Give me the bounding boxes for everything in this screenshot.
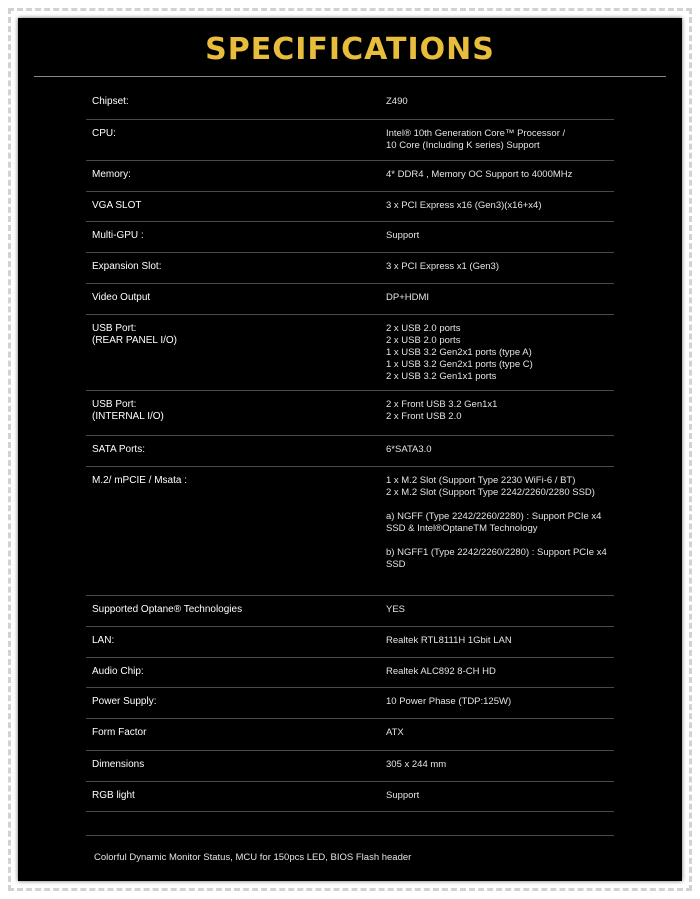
spec-value: ATX bbox=[386, 727, 404, 738]
spec-value-note-a: a) NGFF (Type 2242/2260/2280) : Support PCIe x4 SSD & Intel®OptaneTM Technology bbox=[386, 511, 602, 534]
spec-label: Video Output bbox=[92, 292, 151, 303]
spec-row-vga-slot bbox=[86, 192, 614, 222]
spec-label: Form Factor bbox=[92, 727, 147, 738]
spec-value: Support bbox=[386, 230, 420, 241]
spec-row-optane bbox=[86, 596, 614, 627]
spec-label: Power Supply: bbox=[92, 696, 157, 707]
spec-value: YES bbox=[386, 604, 406, 615]
spec-label: CPU: bbox=[92, 128, 116, 139]
spec-row-multi-gpu bbox=[86, 222, 614, 253]
spec-row-expansion-slot bbox=[86, 253, 614, 284]
spec-value: Realtek ALC892 8-CH HD bbox=[386, 666, 496, 677]
spec-value: DP+HDMI bbox=[386, 292, 430, 303]
spec-label: Dimensions bbox=[92, 759, 145, 770]
footer-divider bbox=[86, 835, 614, 836]
spec-value: 3 x PCI Express x16 (Gen3)(x16+x4) bbox=[386, 200, 542, 211]
spec-label: USB Port: (REAR PANEL I/O) bbox=[92, 323, 178, 346]
spec-label: Memory: bbox=[92, 169, 131, 180]
spec-label: USB Port: (INTERNAL I/O) bbox=[92, 399, 164, 422]
spec-label: Chipset: bbox=[92, 96, 129, 107]
spec-label: Audio Chip: bbox=[92, 666, 144, 677]
spec-row-sata-ports bbox=[86, 436, 614, 467]
spec-value: Intel® 10th Generation Core™ Processor / 10 Core (Including K series) Support bbox=[386, 128, 566, 151]
spec-value-note-b: b) NGFF1 (Type 2242/2260/2280) : Support PCIe x4 SSD bbox=[386, 547, 607, 570]
spec-value: 2 x Front USB 3.2 Gen1x1 2 x Front USB 2.0 bbox=[386, 399, 498, 422]
spec-row-form-factor bbox=[86, 719, 614, 751]
spec-label: Expansion Slot: bbox=[92, 261, 162, 272]
spec-value: 10 Power Phase (TDP:125W) bbox=[386, 696, 512, 707]
specifications-panel bbox=[18, 18, 682, 881]
spec-row-power-supply bbox=[86, 688, 614, 719]
spec-value: 6*SATA3.0 bbox=[386, 444, 432, 455]
spec-row-chipset bbox=[86, 88, 614, 120]
spec-row-lan bbox=[86, 627, 614, 658]
spec-value: Z490 bbox=[386, 96, 408, 107]
spec-value: 1 x M.2 Slot (Support Type 2230 WiFi-6 / BT) 2 x M.2 Slot (Support Type 2242/2260/2280 SSD) bbox=[386, 475, 595, 498]
spec-row-usb-internal bbox=[86, 391, 614, 436]
spec-value: 305 x 244 mm bbox=[386, 759, 447, 770]
title-divider bbox=[34, 76, 666, 77]
spec-table bbox=[86, 88, 614, 812]
spec-value: 3 x PCI Express x1 (Gen3) bbox=[386, 261, 499, 272]
spec-label: SATA Ports: bbox=[92, 444, 145, 455]
spec-row-audio-chip bbox=[86, 658, 614, 688]
spec-value: Realtek RTL8111H 1Gbit LAN bbox=[386, 635, 512, 646]
spec-label: VGA SLOT bbox=[92, 200, 142, 211]
spec-label: M.2/ mPCIE / Msata : bbox=[92, 475, 188, 486]
spec-row-rgb-light bbox=[86, 782, 614, 812]
spec-label: Supported Optane® Technologies bbox=[92, 604, 243, 615]
spec-label: RGB light bbox=[92, 790, 135, 801]
spec-row-video-output bbox=[86, 284, 614, 315]
spec-row-cpu bbox=[86, 120, 614, 161]
page-title: SPECIFICATIONS bbox=[205, 32, 495, 67]
spec-row-usb-rear bbox=[86, 315, 614, 391]
spec-label: LAN: bbox=[92, 635, 115, 646]
spec-row-m2 bbox=[86, 467, 614, 596]
spec-value: Support bbox=[386, 790, 420, 801]
footer-note: Colorful Dynamic Monitor Status, MCU for 150pcs LED, BIOS Flash header bbox=[94, 852, 412, 863]
spec-row-memory bbox=[86, 161, 614, 192]
spec-value: 2 x USB 2.0 ports 2 x USB 2.0 ports 1 x USB 3.2 Gen2x1 ports (type A) 1 x USB 3.2 Gen2x1 ports (type C) 2 x USB 3.2 Gen1x1 ports bbox=[386, 323, 533, 382]
spec-value: 4* DDR4 , Memory OC Support to 4000MHz bbox=[386, 169, 573, 180]
spec-label: Multi-GPU : bbox=[92, 230, 144, 241]
spec-row-dimensions bbox=[86, 751, 614, 782]
